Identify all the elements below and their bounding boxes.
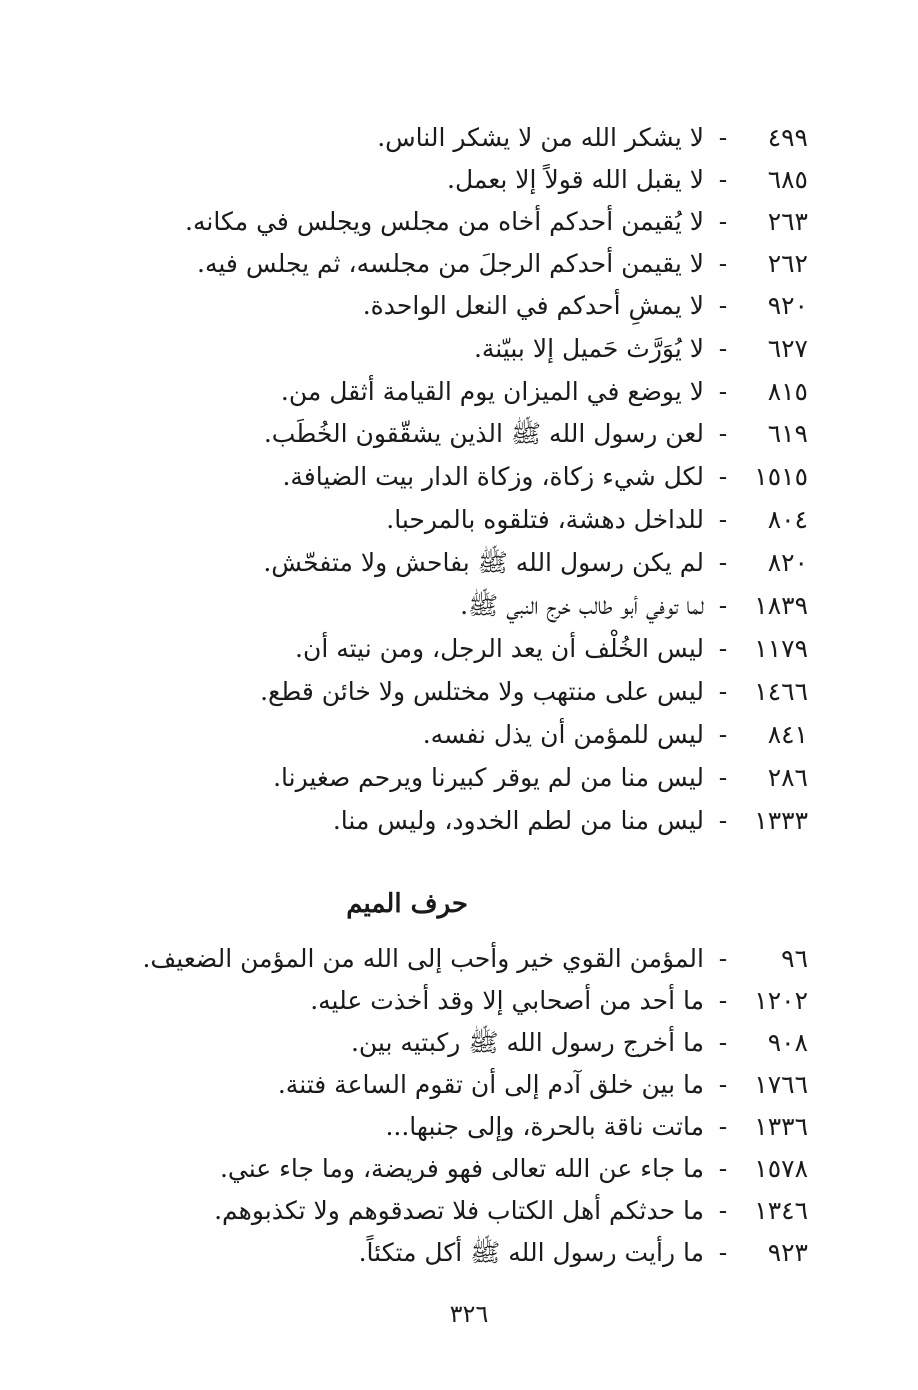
entry-dash: -	[718, 1028, 728, 1057]
entry-dash: -	[718, 249, 728, 278]
hadith-index-entry	[385, 1106, 808, 1148]
entry-number: ٦١٩	[767, 419, 808, 448]
entry-number: ١٢٠٢	[754, 986, 808, 1015]
entry-text: لا يُقيمن أحدكم أخاه من مجلس ويجلس في مكانه.	[185, 207, 704, 236]
entry-dash: -	[718, 806, 728, 835]
hadith-index-entry	[351, 1022, 808, 1064]
entry-dash: -	[718, 1196, 728, 1225]
hadith-index-entry	[377, 117, 808, 159]
entry-text: ليس على منتهب ولا مختلس ولا خائن قطع.	[260, 677, 704, 706]
entry-dash: -	[718, 986, 728, 1015]
hadith-index-entry	[263, 542, 808, 584]
hadith-index-entry	[142, 938, 808, 980]
entry-text: لا يوضع في الميزان يوم القيامة أثقل من.	[280, 377, 704, 406]
entry-text: ليس الخُلْف أن يعد الرجل، ومن نيته أن.	[295, 634, 704, 663]
hadith-index-entry	[278, 1064, 808, 1106]
hadith-index-entry	[273, 757, 808, 799]
hadith-index-entry	[197, 243, 808, 285]
entry-dash: -	[718, 505, 728, 534]
entry-number: ١١٧٩	[754, 634, 808, 663]
entry-text: ما رأيت رسول الله ﷺ أكل متكئاً.	[358, 1238, 704, 1267]
hadith-index-entry	[264, 413, 808, 455]
entry-dash: -	[718, 591, 728, 620]
entry-dash: -	[718, 334, 728, 363]
entry-text: ما جاء عن الله تعالى فهو فريضة، وما جاء عني.	[219, 1154, 704, 1183]
entry-dash: -	[718, 1070, 728, 1099]
entry-number: ١٥٧٨	[754, 1154, 808, 1183]
section-heading: حرف الميم	[346, 889, 468, 919]
entry-number: ٩٠٨	[767, 1028, 808, 1057]
hadith-index-entry	[282, 456, 808, 498]
entry-text: ليس منا من لم يوقر كبيرنا ويرحم صغيرنا.	[273, 763, 704, 792]
entry-text: ليس للمؤمن أن يذل نفسه.	[422, 720, 704, 749]
entry-dash: -	[718, 548, 728, 577]
entry-text: لا يقيمن أحدكم الرجلَ من مجلسه، ثم يجلس فيه.	[197, 249, 704, 278]
entry-dash: -	[718, 1112, 728, 1141]
entry-number: ٨٢٠	[767, 548, 808, 577]
entry-number: ١٤٦٦	[754, 677, 808, 706]
page-number: ٣٢٦	[449, 1300, 489, 1328]
hadith-index-entry	[220, 1148, 808, 1190]
entry-text: ما أحد من أصحابي إلا وقد أخذت عليه.	[310, 986, 704, 1015]
entry-text: ما حدثكم أهل الكتاب فلا تصدقوهم ولا تكذبوهم.	[214, 1196, 704, 1225]
entry-text: ما أخرج رسول الله ﷺ ركبتيه بين.	[350, 1028, 704, 1057]
entry-text: المؤمن القوي خير وأحب إلى الله من المؤمن الضعيف.	[142, 944, 704, 973]
entry-text: لكل شيء زكاة، وزكاة الدار بيت الضيافة.	[282, 462, 704, 491]
entry-number: ٢٨٦	[767, 763, 808, 792]
entry-number: ٨١٥	[767, 377, 808, 406]
entry-number: ٩٢٠	[767, 291, 808, 320]
hadith-index-entry	[386, 499, 808, 541]
entry-number: ٨٤١	[767, 720, 808, 749]
entry-text: لا يُوَرَّث حَميل إلا ببيّنة.	[473, 334, 704, 363]
entry-dash: -	[718, 123, 728, 152]
entry-text: ماتت ناقة بالحرة، وإلى جنبها...	[385, 1112, 704, 1141]
entry-text: للداخل دهشة، فتلقوه بالمرحبا.	[386, 505, 704, 534]
hadith-index-entry	[474, 328, 808, 370]
entry-text: لعن رسول الله ﷺ الذين يشقّقون الخُطَب.	[263, 419, 704, 448]
hadith-index-entry	[460, 585, 808, 627]
entry-dash: -	[718, 462, 728, 491]
entry-text: ما بين خلق آدم إلى أن تقوم الساعة فتنة.	[277, 1070, 704, 1099]
entry-text: لا يشكر الله من لا يشكر الناس.	[377, 123, 704, 152]
entry-number: ١٣٤٦	[754, 1196, 808, 1225]
hadith-index-entry	[281, 371, 808, 413]
entry-number: ٤٩٩	[767, 123, 808, 152]
entry-dash: -	[718, 419, 728, 448]
entry-dash: -	[718, 291, 728, 320]
entry-text: لا يقبل الله قولاً إلا بعمل.	[447, 165, 704, 194]
entry-dash: -	[718, 763, 728, 792]
hadith-index-entry	[333, 800, 808, 842]
entry-dash: -	[718, 944, 728, 973]
entry-number: ١٣٣٣	[754, 806, 808, 835]
entry-text: لما توفي أبو طالب خرج النبي ﷺ.	[460, 591, 704, 620]
entry-number: ٢٦٣	[767, 207, 808, 236]
hadith-index-entry	[260, 671, 808, 713]
entry-text: لا يمشِ أحدكم في النعل الواحدة.	[362, 291, 704, 320]
entry-dash: -	[718, 1154, 728, 1183]
entry-number: ٢٦٢	[767, 249, 808, 278]
entry-number: ١٣٣٦	[754, 1112, 808, 1141]
entry-dash: -	[718, 634, 728, 663]
entry-text: ليس منا من لطم الخدود، وليس منا.	[332, 806, 704, 835]
hadith-index-entry	[295, 628, 808, 670]
hadith-index-entry	[447, 159, 808, 201]
entry-number: ١٨٣٩	[754, 591, 808, 620]
entry-number: ٦٨٥	[767, 165, 808, 194]
hadith-index-entry	[423, 714, 808, 756]
entry-dash: -	[718, 377, 728, 406]
hadith-index-entry	[185, 201, 808, 243]
hadith-index-entry	[363, 285, 808, 327]
entry-number: ٨٠٤	[767, 505, 808, 534]
entry-number: ١٥١٥	[754, 462, 808, 491]
entry-dash: -	[718, 207, 728, 236]
entry-text: لم يكن رسول الله ﷺ بفاحش ولا متفحّش.	[263, 548, 704, 577]
entry-number: ٦٢٧	[767, 334, 808, 363]
entry-number: ١٧٦٦	[754, 1070, 808, 1099]
hadith-index-entry	[214, 1190, 808, 1232]
entry-number: ٩٦	[781, 944, 808, 973]
entry-dash: -	[718, 165, 728, 194]
entry-dash: -	[718, 677, 728, 706]
entry-dash: -	[718, 1238, 728, 1267]
entry-number: ٩٢٣	[767, 1238, 808, 1267]
hadith-index-entry	[310, 980, 808, 1022]
hadith-index-entry	[359, 1232, 808, 1274]
entry-dash: -	[718, 720, 728, 749]
